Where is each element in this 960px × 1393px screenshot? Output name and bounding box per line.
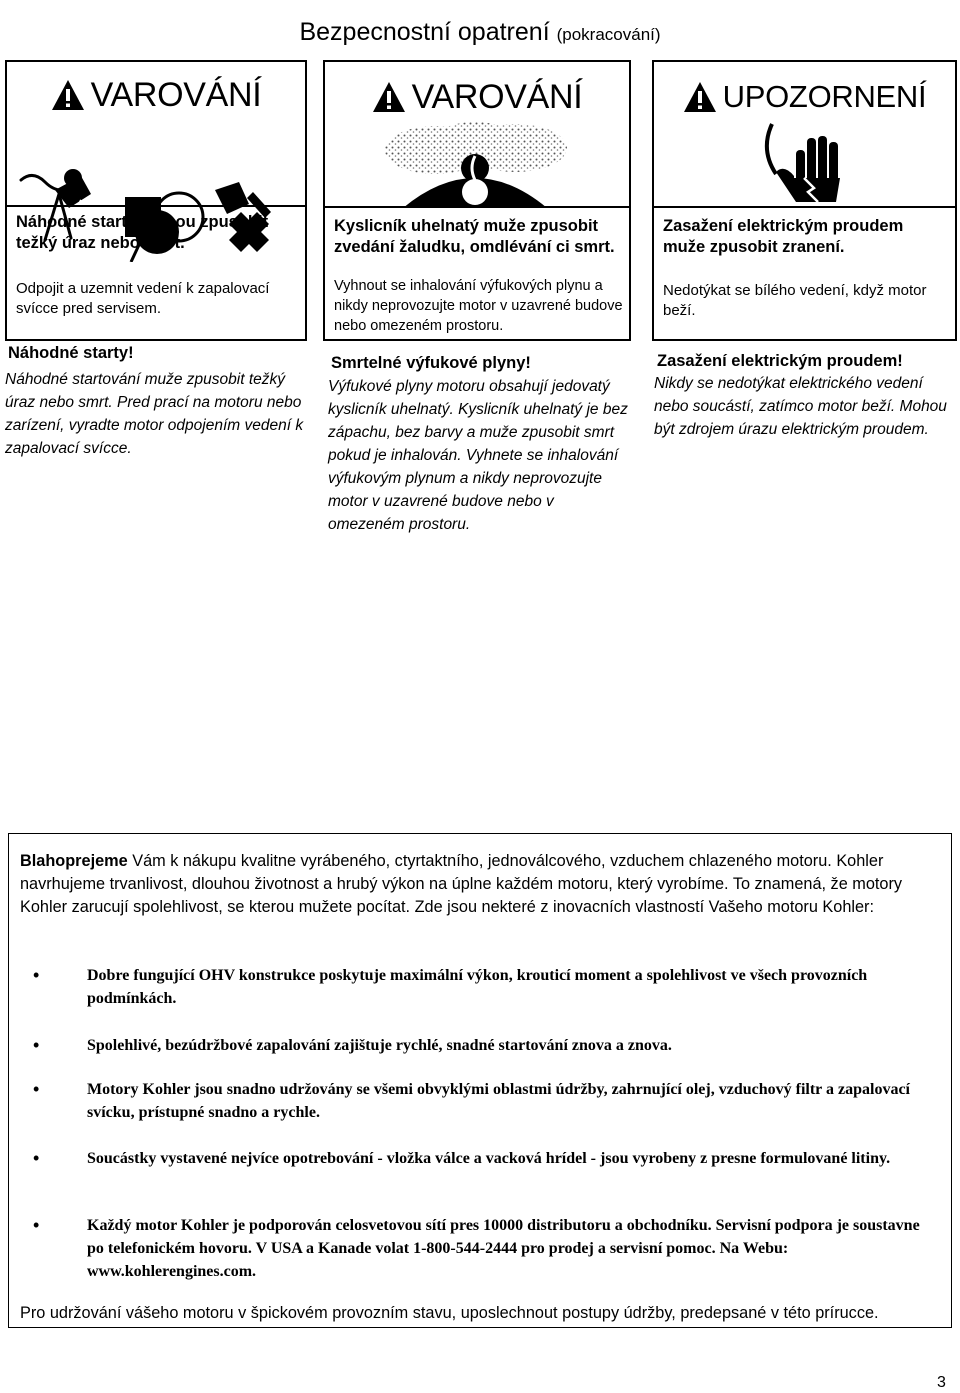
warning-box-electric-shock [652,60,957,341]
exhaust-fumes-icon [325,122,629,208]
warning-title: Zasažení elektrickým proudem! [657,352,903,370]
warning-header [654,72,955,122]
warning-title: Náhodné starty! [8,344,134,362]
warning-heading: VAROVÁNÍ [90,75,262,114]
warning-heading: UPOZORNENÍ [722,79,927,114]
warning-description: Náhodné startování muže zpusobit težký úraz nebo smrt. Pred prací na motoru nebo zarízení, vyradte motor odpojením vedení k zapalovací svícce. [5,371,304,457]
warning-triangle-icon [372,81,406,113]
warning-description: Nikdy se nedotýkat elektrického vedení nebo soucástí, zatímco motor beží. Mohou být zdrojem úrazu elektrickým proudem. [654,375,947,438]
page-number: 3 [937,1374,946,1391]
warning-triangle-icon [51,79,85,111]
warning-description: Výfukové plyny motoru obsahují jedovatý kyslicník uhelnatý. Kyslicník uhelnatý je bez zápachu, bez barvy a muže zpusobit smrt pokud je inhalován. Vyhnete se inhalování výfukovým plynum a nikdy neprovozujte motor v uzavrené budove nebo v omezeném prostoru. [328,378,628,533]
feature-item: Spolehlivé, bezúdržbové zapalování zajištuje rychlé, snadné startování znova a znova. [87,1037,672,1054]
intro-text: Vám k nákupu kvalitne vyrábeného, ctyrtaktního, jednoválcového, vzduchem chlazeného motoru. Kohler navrhujeme trvanlivost, dlouhou životnost a hrubý výkon na úplne každém motoru, který vyrobíme. To znamená, že motory Kohler zarucují spolehlivost, se kterou mužete pocítat. Zde jsou nekteré z inovacních vlastností Vašeho motoru Kohler: [20,852,903,916]
bullet-dot: • [33,1079,40,1099]
warning-bold-text: Kyslicník uhelnatý muže zpusobit zvedání žaludku, omdlévání ci smrt. [334,217,615,256]
bullet-dot: • [33,1148,40,1168]
page-title-sub: (pokracování) [556,25,661,44]
bullet-dot: • [33,1215,40,1235]
bullet-dot: • [33,1035,40,1055]
feature-item: Soucástky vystavené nejvíce opotrebování - vložka válce a vacková hrídel - jsou vyrobeny z presne formulované litiny. [87,1150,891,1167]
intro-paragraph [20,850,950,919]
page-title [0,18,960,47]
bullet-dot: • [33,965,40,985]
warning-title: Smrtelné výfukové plyny! [331,354,531,372]
warning-box-accidental-start [5,60,307,341]
warning-bold-text: Náhodné starty mohou zpusobit težký úraz nebo smrt. [16,213,269,252]
warning-text: Nedotýkat se bílého vedení, když motor beží. [663,282,927,319]
intro-box [8,833,952,1328]
warning-triangle-icon [683,81,717,113]
warning-header [7,70,305,120]
warning-text: Odpojit a uzemnit vedení k zapalovací svícce pred servisem. [16,280,270,317]
feature-item: Motory Kohler jsou snadno udržovány se všemi obvyklými oblastmi údržby, zahrnující olej, vzduchový filtr a zapalovací svícku, prístupné snadno a rychle. [87,1081,910,1121]
intro-lead: Blahoprejeme [20,852,128,870]
closing-text: Pro udržování vášeho motoru v špickovém provozním stavu, uposlechnout postupy údržby, predepsané v této prírucce. [20,1304,879,1322]
electric-shock-hand-icon [654,120,955,206]
warning-box-carbon-monoxide [323,60,631,341]
page-title-main: Bezpecnostní opatrení [299,18,550,46]
warning-bold-text: Zasažení elektrickým proudem muže zpusobit zranení. [663,217,904,256]
warning-header [325,72,629,122]
warning-text: Vyhnout se inhalování výfukových plynu a nikdy neprovozujte motor v uzavrené budove nebo omezeném prostoru. [334,278,623,334]
warning-heading: VAROVÁNÍ [411,77,583,116]
feature-item: Dobre fungující OHV konstrukce poskytuje maximální výkon, krouticí moment a spolehlivost ve všech provozních podmínkách. [87,967,868,1007]
feature-item: Každý motor Kohler je podporován celosvetovou sítí pres 10000 distributoru a obchodníku. Servisní podpora je soustavne po telefonickém hovoru. V USA a Kanade volat 1-800-544-2444 pro prodej a servisní pomoc. Na Webu: www.kohlerengines.com. [87,1217,920,1280]
